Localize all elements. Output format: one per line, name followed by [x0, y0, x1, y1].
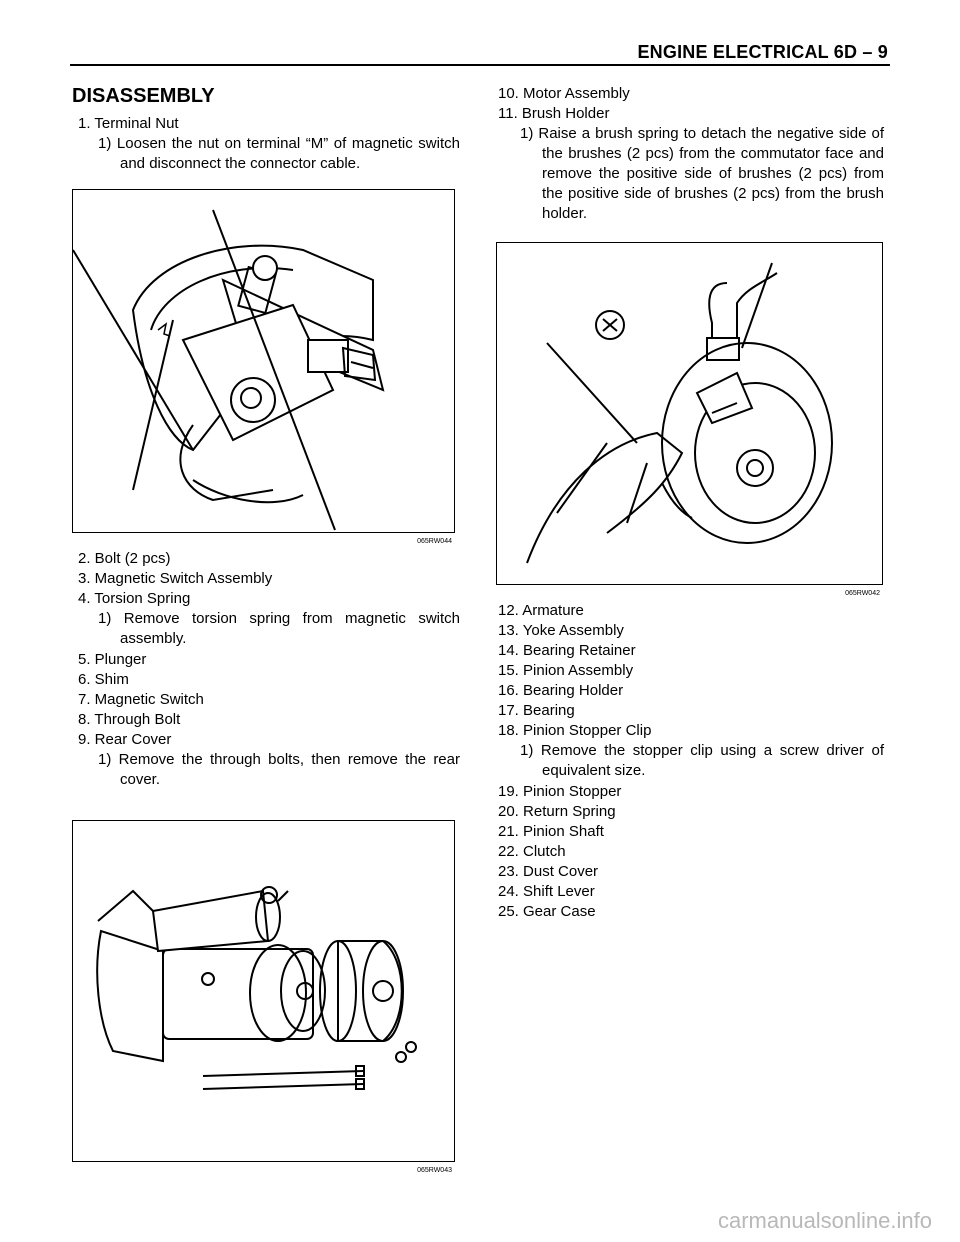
- right-column: [496, 84, 884, 922]
- step-item: 7. Magnetic Switch: [78, 691, 204, 708]
- step-item: 2. Bolt (2 pcs): [78, 550, 171, 567]
- step-item: 21. Pinion Shaft: [498, 823, 604, 840]
- header-rule: [70, 64, 890, 66]
- step-item: 19. Pinion Stopper: [498, 783, 622, 800]
- substep-remove-stopper-clip: 1) Remove the stopper clip using a screw driver of equivalent size.: [520, 742, 884, 779]
- step-item: 20. Return Spring: [498, 803, 616, 820]
- step-item: 5. Plunger: [78, 651, 147, 668]
- step-item: 13. Yoke Assembly: [498, 622, 624, 639]
- step-item: 10. Motor Assembly: [498, 85, 630, 102]
- step-item: 15. Pinion Assembly: [498, 662, 634, 679]
- substep-remove-rear-cover: 1) Remove the through bolts, then remove the rear cover.: [98, 751, 460, 788]
- step-item: 12. Armature: [498, 602, 584, 619]
- step-item: 25. Gear Case: [498, 903, 596, 920]
- substep-raise-brush-spring: 1) Raise a brush spring to detach the negative side of the brushes (2 pcs) from the commutator face and remove the positive side of brushes (2 pcs) from the positive side of brushes (2 pcs) from the brush holder.: [520, 125, 884, 222]
- step-terminal-nut: 1. Terminal Nut: [78, 115, 179, 132]
- section-title: DISASSEMBLY: [72, 85, 215, 107]
- figure-brush-holder: [496, 242, 883, 597]
- step-item: 14. Bearing Retainer: [498, 642, 636, 659]
- step-item: 4. Torsion Spring: [78, 590, 191, 607]
- step-item: 24. Shift Lever: [498, 883, 595, 900]
- figure-caption: 065RW042: [845, 590, 880, 597]
- illustration-brush-holder-removal: [497, 243, 882, 584]
- page-header-title: ENGINE ELECTRICAL 6D – 9: [637, 42, 888, 62]
- substep-remove-spring: 1) Remove torsion spring from magnetic switch assembly.: [98, 610, 460, 647]
- step-item: 17. Bearing: [498, 702, 575, 719]
- step-item: 23. Dust Cover: [498, 863, 599, 880]
- step-item: 11. Brush Holder: [498, 105, 610, 122]
- step-item: 9. Rear Cover: [78, 731, 172, 748]
- watermark: carmanualsonline.info: [717, 1208, 932, 1233]
- illustration-starter-disassembly: [73, 821, 454, 1161]
- step-item: 8. Through Bolt: [78, 711, 181, 728]
- figure-rear-cover: [72, 820, 455, 1174]
- figure-caption: 065RW044: [417, 538, 452, 545]
- step-item: 18. Pinion Stopper Clip: [498, 722, 652, 739]
- step-item: 3. Magnetic Switch Assembly: [78, 570, 273, 587]
- substep-loosen-nut: 1) Loosen the nut on terminal “M” of magnetic switch and disconnect the connector cable.: [98, 135, 460, 172]
- figure-caption: 065RW043: [417, 1167, 452, 1174]
- step-item: 22. Clutch: [498, 843, 566, 860]
- left-column: [72, 84, 460, 1174]
- figure-terminal-nut: [72, 189, 455, 545]
- step-item: 16. Bearing Holder: [498, 682, 624, 699]
- illustration-wrench-on-terminal: [73, 190, 454, 532]
- step-item: 6. Shim: [78, 671, 129, 688]
